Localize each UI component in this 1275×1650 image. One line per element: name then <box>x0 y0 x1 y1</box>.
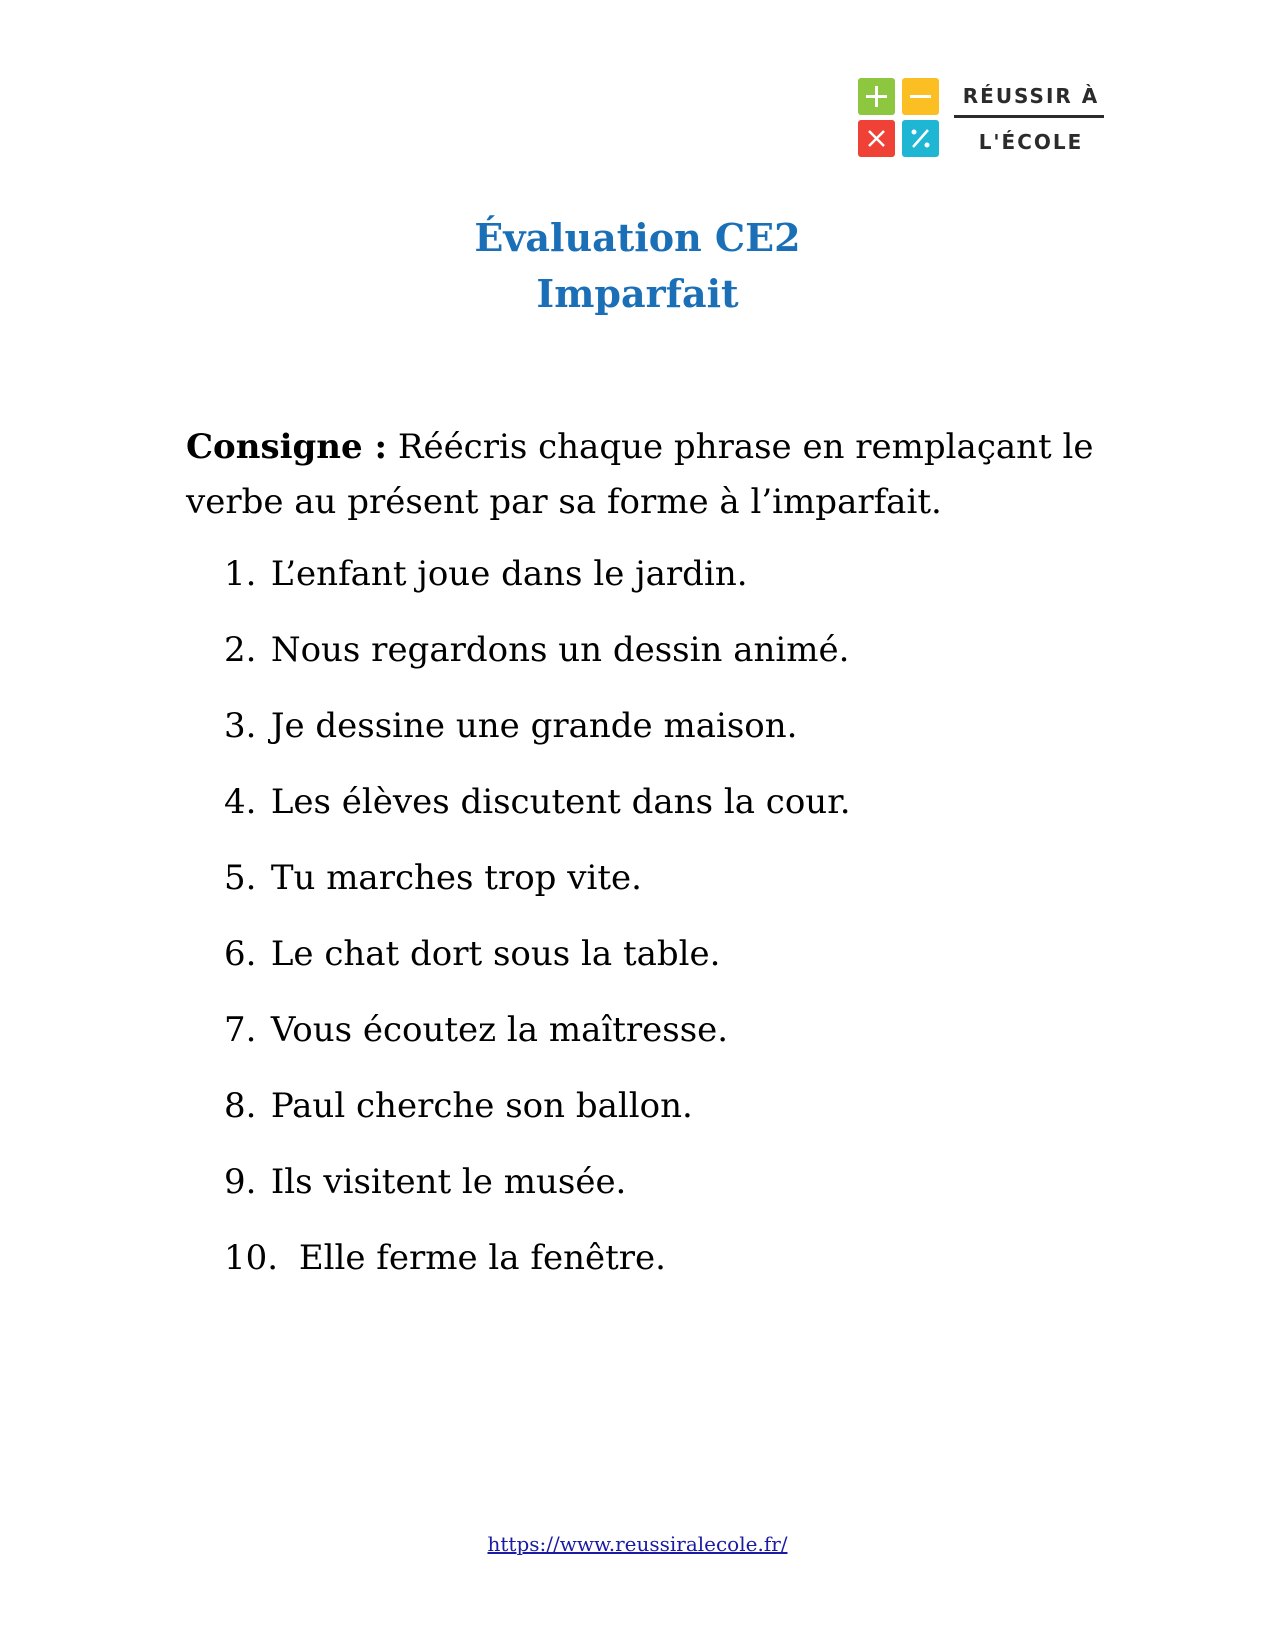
item-text: Vous écoutez la maîtresse. <box>270 1010 729 1050</box>
item-number: 1. <box>224 554 257 594</box>
list-item <box>224 552 1084 628</box>
item-number: 10. <box>224 1238 279 1278</box>
item-text: Les élèves discutent dans la cour. <box>270 782 851 822</box>
item-text: Paul cherche son ballon. <box>270 1086 693 1126</box>
list-item <box>224 1008 1084 1084</box>
footer <box>0 1532 1275 1556</box>
list-item <box>224 856 1084 932</box>
times-icon <box>858 120 895 157</box>
page-title <box>0 210 1275 322</box>
list-item <box>224 932 1084 1008</box>
logo <box>858 78 1108 160</box>
item-text: Ils visitent le musée. <box>270 1162 627 1202</box>
item-text: Tu marches trop vite. <box>270 858 642 898</box>
item-number: 3. <box>224 706 257 746</box>
exercise-list <box>224 552 1084 1312</box>
website-link[interactable]: https://www.reussiralecole.fr/ <box>487 1532 788 1556</box>
list-item <box>224 1160 1084 1236</box>
instruction-text: Réécris chaque phrase en remplaçant le verbe au présent par sa forme à l’imparfait. <box>186 427 1094 522</box>
list-item <box>224 780 1084 856</box>
list-item <box>224 1236 1084 1312</box>
title-line2: Imparfait <box>536 271 739 316</box>
list-item <box>224 628 1084 704</box>
item-text: L’enfant joue dans le jardin. <box>270 554 748 594</box>
brand-name-line1: RÉUSSIR À <box>962 84 1100 108</box>
minus-icon <box>902 78 939 115</box>
list-item <box>224 704 1084 780</box>
title-line1: Évaluation CE2 <box>474 215 801 260</box>
percent-icon <box>902 120 939 157</box>
plus-icon <box>858 78 895 115</box>
brand-divider <box>954 115 1104 118</box>
item-text: Je dessine une grande maison. <box>270 706 798 746</box>
item-text: Elle ferme la fenêtre. <box>298 1238 666 1278</box>
item-text: Le chat dort sous la table. <box>270 934 721 974</box>
item-number: 9. <box>224 1162 257 1202</box>
item-number: 4. <box>224 782 257 822</box>
item-number: 2. <box>224 630 257 670</box>
brand-name-line2: L'ÉCOLE <box>978 130 1084 154</box>
item-number: 6. <box>224 934 257 974</box>
list-item <box>224 1084 1084 1160</box>
instruction <box>186 420 1106 530</box>
item-number: 5. <box>224 858 257 898</box>
item-text: Nous regardons un dessin animé. <box>270 630 850 670</box>
item-number: 7. <box>224 1010 257 1050</box>
item-number: 8. <box>224 1086 257 1126</box>
instruction-label: Consigne : <box>186 427 388 467</box>
